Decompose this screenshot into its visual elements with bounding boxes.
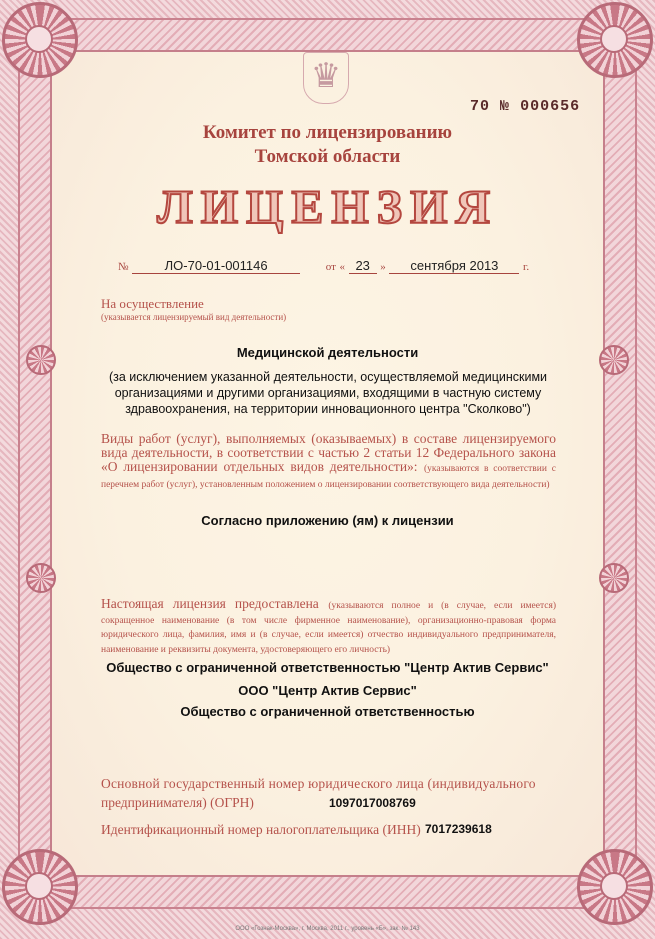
inn-value: 7017239618 xyxy=(425,822,492,836)
license-month-year: сентября 2013 xyxy=(389,258,519,274)
licensee-label: Настоящая лицензия предоставлена xyxy=(101,596,319,611)
licensee-legal-form: Общество с ограниченной ответственностью xyxy=(180,704,475,719)
works-block xyxy=(101,432,556,492)
corner-rosette-icon xyxy=(577,849,653,925)
side-rosette-icon xyxy=(26,563,56,593)
year-suffix: г. xyxy=(523,261,530,273)
document-title: ЛИЦЕНЗИЯ xyxy=(156,181,499,234)
ogrn-label-line-2: предпринимателя) (ОГРН) xyxy=(101,795,254,810)
activity-exception: (за исключением указанной деятельности, осуществляемой медицинскими организациями и другими организациями, входящими в частную систему здравоохранения, на территории инновационного центра "Сколково") xyxy=(108,370,548,416)
quote-open: « xyxy=(339,261,346,273)
corner-rosette-icon xyxy=(577,2,653,78)
side-rosette-icon xyxy=(599,345,629,375)
licensee-hint: (указываются полное и (в случае, если имеется) сокращенное наименование (в том числе фирменное наименование), организационно-правовая форма юридического лица, фамилия, имя и (в случае, если имеется) отчество индивидуального предпринимателя, наименование и реквизиты документа, удостоверяющего его личность) xyxy=(101,601,557,655)
license-number-row xyxy=(118,258,529,274)
coat-of-arms-icon: ♛ xyxy=(303,52,349,104)
licensee-short-name: ООО "Центр Актив Сервис" xyxy=(238,683,417,698)
serial-number-sign: № xyxy=(500,98,511,115)
quote-close: » xyxy=(380,261,386,273)
side-rosette-icon xyxy=(26,345,56,375)
activity-label: На осуществление xyxy=(101,296,204,311)
side-rosette-icon xyxy=(599,563,629,593)
issuer-line-1: Комитет по лицензированию xyxy=(202,122,453,143)
ogrn-value: 1097017008769 xyxy=(329,796,416,810)
activity-hint: (указывается лицензируемый вид деятельности) xyxy=(101,312,287,322)
licensee-block xyxy=(101,598,556,656)
corner-rosette-icon xyxy=(2,849,78,925)
ogrn-label-line-1: Основной государственный номер юридического лица (индивидуального xyxy=(101,776,536,791)
issuer-line-2: Томской области xyxy=(254,146,401,167)
works-label: Виды работ (услуг), выполняемых (оказываемых) в составе лицензируемого вида деятельности, в соответствии с частью 2 статьи 12 Федерального закона «О лицензировании отдельных видов деятельности»: xyxy=(101,431,556,474)
license-number: ЛО-70-01-001146 xyxy=(132,258,300,274)
license-day: 23 xyxy=(349,258,377,274)
licensee-full-name: Общество с ограниченной ответственностью "Центр Актив Сервис" xyxy=(106,660,549,675)
serial-series: 70 xyxy=(470,98,491,115)
activity-name: Медицинской деятельности xyxy=(236,345,419,360)
serial-number: 000656 xyxy=(520,98,581,115)
inn-label: Идентификационный номер налогоплательщика (ИНН) xyxy=(101,822,421,837)
form-serial-number xyxy=(470,98,580,115)
date-from-label: от xyxy=(325,261,336,273)
works-value: Согласно приложению (ям) к лицензии xyxy=(201,513,454,528)
works-hint: (указываются в соответствии с перечнем работ (услуг), установленным положением о лицензировании соответствующего вида деятельности) xyxy=(101,464,556,490)
corner-rosette-icon xyxy=(2,2,78,78)
number-label: № xyxy=(118,261,129,273)
printer-imprint: ООО «Гознак-Москва», г. Москва, 2011 г., уровень «Б», зак. № 143 xyxy=(235,926,420,932)
